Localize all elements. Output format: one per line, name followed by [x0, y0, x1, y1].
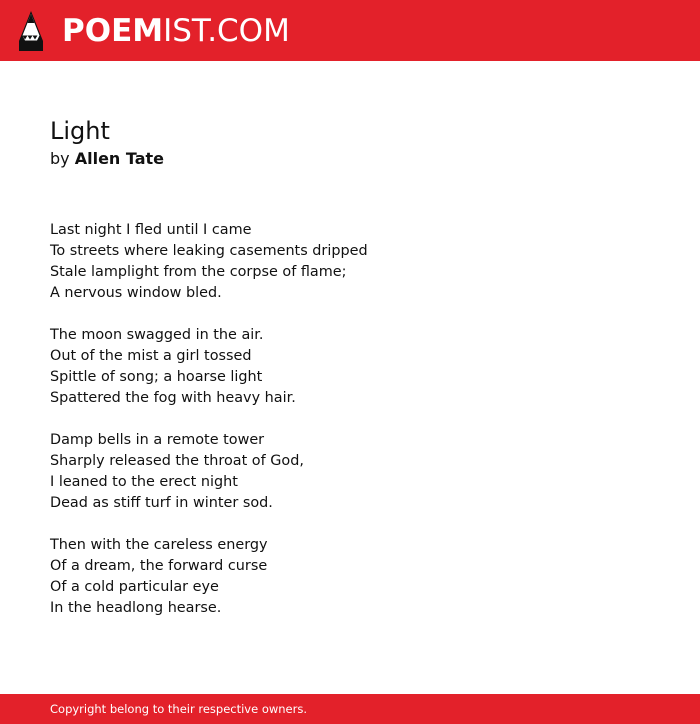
copyright-text: Copyright belong to their respective owners.: [50, 702, 308, 716]
poem-line: Stale lamplight from the corpse of flame;: [50, 264, 347, 280]
stanza-2: [50, 325, 650, 409]
logo-light-text: IST.COM: [163, 13, 290, 49]
poem-author: Allen Tate: [74, 149, 165, 168]
stanza-1: [50, 220, 650, 304]
poem-line: Damp bells in a remote tower: [50, 432, 265, 448]
site-logo-text: [62, 10, 290, 52]
poem-line: Out of the mist a girl tossed: [50, 348, 252, 364]
poem-line: To streets where leaking casements dripped: [50, 243, 368, 259]
by-label: by: [50, 149, 70, 168]
poem-line: Spittle of song; a hoarse light: [50, 369, 263, 385]
poem-line: Then with the careless energy: [50, 537, 268, 553]
site-header: [0, 0, 700, 61]
poem-body: [50, 220, 650, 619]
poem-content: [50, 116, 650, 640]
poem-line: Last night I fled until I came: [50, 222, 252, 238]
poem-line: A nervous window bled.: [50, 285, 222, 301]
poem-line: I leaned to the erect night: [50, 474, 238, 490]
poem-byline: [50, 148, 650, 170]
poem-line: The moon swagged in the air.: [50, 327, 264, 343]
poem-line: In the headlong hearse.: [50, 600, 222, 616]
stanza-3: [50, 430, 650, 514]
poem-line: Of a dream, the forward curse: [50, 558, 268, 574]
site-logo-link[interactable]: [18, 10, 290, 52]
stanza-4: [50, 535, 650, 619]
poem-line: Spattered the fog with heavy hair.: [50, 390, 296, 406]
poem-title: Light: [50, 117, 110, 145]
site-footer: [0, 694, 700, 724]
pencil-icon: [18, 10, 44, 52]
poem-line: Dead as stiff turf in winter sod.: [50, 495, 273, 511]
logo-bold-text: POEM: [62, 13, 164, 49]
poem-line: Sharply released the throat of God,: [50, 453, 304, 469]
poem-line: Of a cold particular eye: [50, 579, 219, 595]
